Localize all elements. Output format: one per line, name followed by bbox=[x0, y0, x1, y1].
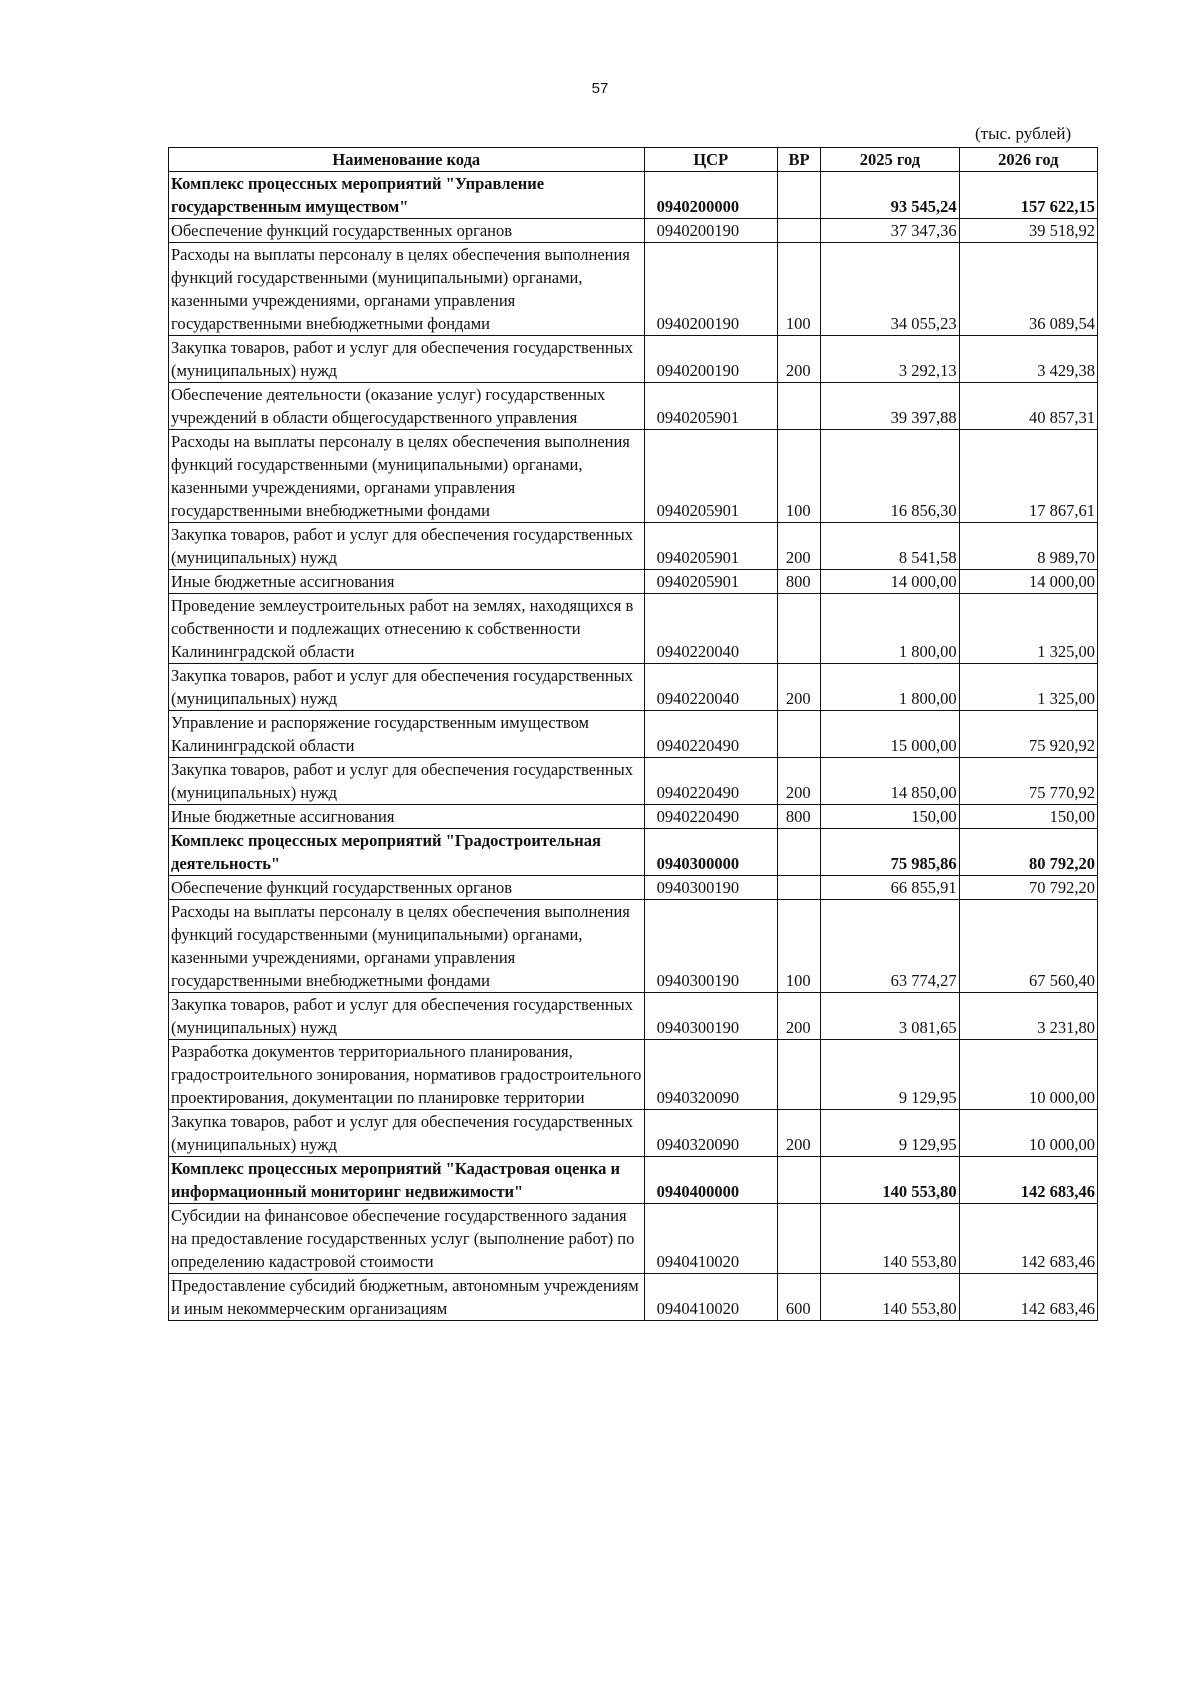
cell-2026: 39 518,92 bbox=[959, 219, 1097, 243]
cell-csr: 0940200190 bbox=[644, 243, 777, 336]
table-row bbox=[169, 570, 1098, 594]
cell-2025: 3 081,65 bbox=[821, 993, 959, 1040]
cell-2026: 10 000,00 bbox=[959, 1110, 1097, 1157]
cell-vr bbox=[777, 876, 820, 900]
cell-name: Иные бюджетные ассигнования bbox=[169, 570, 645, 594]
cell-vr bbox=[777, 594, 820, 664]
table-row bbox=[169, 243, 1098, 336]
cell-vr: 200 bbox=[777, 336, 820, 383]
cell-vr: 200 bbox=[777, 664, 820, 711]
cell-name: Обеспечение деятельности (оказание услуг) государственных учреждений в области общегосударственного управления bbox=[169, 383, 645, 430]
cell-2025: 9 129,95 bbox=[821, 1110, 959, 1157]
cell-csr: 0940410020 bbox=[644, 1204, 777, 1274]
cell-2025: 15 000,00 bbox=[821, 711, 959, 758]
cell-vr: 200 bbox=[777, 1110, 820, 1157]
cell-name: Комплекс процессных мероприятий "Градостроительная деятельность" bbox=[169, 829, 645, 876]
cell-csr: 0940410020 bbox=[644, 1274, 777, 1321]
cell-csr: 0940220040 bbox=[644, 664, 777, 711]
cell-2025: 75 985,86 bbox=[821, 829, 959, 876]
table-body bbox=[169, 172, 1098, 1321]
table-row bbox=[169, 664, 1098, 711]
cell-name: Управление и распоряжение государственным имуществом Калининградской области bbox=[169, 711, 645, 758]
cell-2025: 37 347,36 bbox=[821, 219, 959, 243]
cell-2026: 3 231,80 bbox=[959, 993, 1097, 1040]
table-row bbox=[169, 172, 1098, 219]
cell-vr: 100 bbox=[777, 900, 820, 993]
cell-2025: 63 774,27 bbox=[821, 900, 959, 993]
budget-table bbox=[168, 147, 1098, 1321]
cell-csr: 0940205901 bbox=[644, 383, 777, 430]
cell-name: Обеспечение функций государственных органов bbox=[169, 219, 645, 243]
table-row bbox=[169, 1110, 1098, 1157]
cell-2026: 75 920,92 bbox=[959, 711, 1097, 758]
cell-2025: 34 055,23 bbox=[821, 243, 959, 336]
cell-2026: 142 683,46 bbox=[959, 1274, 1097, 1321]
table-row bbox=[169, 383, 1098, 430]
cell-name: Предоставление субсидий бюджетным, автономным учреждениям и иным некоммерческим организациям bbox=[169, 1274, 645, 1321]
cell-2026: 3 429,38 bbox=[959, 336, 1097, 383]
cell-csr: 0940220490 bbox=[644, 805, 777, 829]
cell-name: Расходы на выплаты персоналу в целях обеспечения выполнения функций государственными (муниципальными) органами, казенными учреждениями, органами управления государственными внебюджетными фондами bbox=[169, 900, 645, 993]
cell-name: Обеспечение функций государственных органов bbox=[169, 876, 645, 900]
cell-name: Иные бюджетные ассигнования bbox=[169, 805, 645, 829]
cell-csr: 0940300190 bbox=[644, 993, 777, 1040]
cell-2026: 150,00 bbox=[959, 805, 1097, 829]
cell-2025: 140 553,80 bbox=[821, 1157, 959, 1204]
cell-2025: 66 855,91 bbox=[821, 876, 959, 900]
table-row bbox=[169, 336, 1098, 383]
cell-csr: 0940300190 bbox=[644, 876, 777, 900]
table-row bbox=[169, 758, 1098, 805]
cell-vr bbox=[777, 829, 820, 876]
cell-vr: 200 bbox=[777, 523, 820, 570]
cell-name: Проведение землеустроительных работ на землях, находящихся в собственности и подлежащих отнесению к собственности Калининградской области bbox=[169, 594, 645, 664]
table-row bbox=[169, 993, 1098, 1040]
table-row bbox=[169, 1157, 1098, 1204]
cell-name: Расходы на выплаты персоналу в целях обеспечения выполнения функций государственными (муниципальными) органами, казенными учреждениями, органами управления государственными внебюджетными фондами bbox=[169, 243, 645, 336]
cell-csr: 0940320090 bbox=[644, 1040, 777, 1110]
cell-name: Расходы на выплаты персоналу в целях обеспечения выполнения функций государственными (муниципальными) органами, казенными учреждениями, органами управления государственными внебюджетными фондами bbox=[169, 430, 645, 523]
table-row bbox=[169, 1274, 1098, 1321]
cell-name: Закупка товаров, работ и услуг для обеспечения государственных (муниципальных) нужд bbox=[169, 336, 645, 383]
cell-csr: 0940205901 bbox=[644, 570, 777, 594]
cell-2026: 142 683,46 bbox=[959, 1157, 1097, 1204]
cell-2026: 80 792,20 bbox=[959, 829, 1097, 876]
cell-csr: 0940200190 bbox=[644, 219, 777, 243]
table-row bbox=[169, 876, 1098, 900]
cell-2025: 16 856,30 bbox=[821, 430, 959, 523]
cell-2026: 67 560,40 bbox=[959, 900, 1097, 993]
cell-csr: 0940220490 bbox=[644, 758, 777, 805]
cell-2025: 14 000,00 bbox=[821, 570, 959, 594]
units-label: (тыс. рублей) bbox=[975, 124, 1072, 143]
table-row bbox=[169, 805, 1098, 829]
cell-csr: 0940320090 bbox=[644, 1110, 777, 1157]
table-row bbox=[169, 430, 1098, 523]
cell-csr: 0940220040 bbox=[644, 594, 777, 664]
cell-name: Разработка документов территориального планирования, градостроительного зонирования, нормативов градостроительного проектирования, документации по планировке территории bbox=[169, 1040, 645, 1110]
table-row bbox=[169, 1040, 1098, 1110]
cell-vr bbox=[777, 711, 820, 758]
table-row bbox=[169, 594, 1098, 664]
cell-csr: 0940200190 bbox=[644, 336, 777, 383]
cell-2025: 93 545,24 bbox=[821, 172, 959, 219]
table-row bbox=[169, 523, 1098, 570]
cell-2025: 9 129,95 bbox=[821, 1040, 959, 1110]
cell-vr: 800 bbox=[777, 570, 820, 594]
cell-2025: 8 541,58 bbox=[821, 523, 959, 570]
table-row bbox=[169, 900, 1098, 993]
cell-2025: 14 850,00 bbox=[821, 758, 959, 805]
cell-name: Закупка товаров, работ и услуг для обеспечения государственных (муниципальных) нужд bbox=[169, 1110, 645, 1157]
cell-2026: 157 622,15 bbox=[959, 172, 1097, 219]
cell-name: Комплекс процессных мероприятий "Управление государственным имуществом" bbox=[169, 172, 645, 219]
cell-csr: 0940400000 bbox=[644, 1157, 777, 1204]
header-2026: 2026 год bbox=[959, 148, 1097, 172]
header-2025: 2025 год bbox=[821, 148, 959, 172]
cell-2026: 1 325,00 bbox=[959, 594, 1097, 664]
cell-csr: 0940205901 bbox=[644, 523, 777, 570]
cell-vr: 100 bbox=[777, 430, 820, 523]
cell-name: Закупка товаров, работ и услуг для обеспечения государственных (муниципальных) нужд bbox=[169, 664, 645, 711]
cell-2026: 70 792,20 bbox=[959, 876, 1097, 900]
table-header-row bbox=[169, 148, 1098, 172]
cell-name: Субсидии на финансовое обеспечение государственного задания на предоставление государственных услуг (выполнение работ) по определению кадастровой стоимости bbox=[169, 1204, 645, 1274]
cell-csr: 0940300190 bbox=[644, 900, 777, 993]
cell-vr bbox=[777, 1157, 820, 1204]
cell-vr bbox=[777, 219, 820, 243]
cell-2025: 150,00 bbox=[821, 805, 959, 829]
cell-csr: 0940220490 bbox=[644, 711, 777, 758]
cell-csr: 0940200000 bbox=[644, 172, 777, 219]
cell-2026: 1 325,00 bbox=[959, 664, 1097, 711]
header-vr: ВР bbox=[777, 148, 820, 172]
cell-2026: 8 989,70 bbox=[959, 523, 1097, 570]
cell-2026: 10 000,00 bbox=[959, 1040, 1097, 1110]
cell-2026: 75 770,92 bbox=[959, 758, 1097, 805]
cell-2025: 3 292,13 bbox=[821, 336, 959, 383]
header-name: Наименование кода bbox=[169, 148, 645, 172]
cell-2025: 140 553,80 bbox=[821, 1204, 959, 1274]
cell-csr: 0940300000 bbox=[644, 829, 777, 876]
cell-vr: 200 bbox=[777, 758, 820, 805]
cell-2026: 14 000,00 bbox=[959, 570, 1097, 594]
page-number: 57 bbox=[591, 80, 609, 97]
cell-2025: 1 800,00 bbox=[821, 664, 959, 711]
cell-name: Закупка товаров, работ и услуг для обеспечения государственных (муниципальных) нужд bbox=[169, 523, 645, 570]
cell-vr: 600 bbox=[777, 1274, 820, 1321]
cell-2025: 39 397,88 bbox=[821, 383, 959, 430]
table-row bbox=[169, 219, 1098, 243]
cell-vr: 200 bbox=[777, 993, 820, 1040]
cell-csr: 0940205901 bbox=[644, 430, 777, 523]
table-row bbox=[169, 1204, 1098, 1274]
cell-vr bbox=[777, 1204, 820, 1274]
cell-2025: 1 800,00 bbox=[821, 594, 959, 664]
cell-2026: 40 857,31 bbox=[959, 383, 1097, 430]
cell-name: Закупка товаров, работ и услуг для обеспечения государственных (муниципальных) нужд bbox=[169, 993, 645, 1040]
cell-2026: 142 683,46 bbox=[959, 1204, 1097, 1274]
header-csr: ЦСР bbox=[644, 148, 777, 172]
cell-vr: 800 bbox=[777, 805, 820, 829]
cell-2025: 140 553,80 bbox=[821, 1274, 959, 1321]
table-row bbox=[169, 711, 1098, 758]
cell-vr bbox=[777, 172, 820, 219]
cell-vr: 100 bbox=[777, 243, 820, 336]
table-row bbox=[169, 829, 1098, 876]
cell-2026: 36 089,54 bbox=[959, 243, 1097, 336]
cell-2026: 17 867,61 bbox=[959, 430, 1097, 523]
cell-vr bbox=[777, 1040, 820, 1110]
cell-name: Закупка товаров, работ и услуг для обеспечения государственных (муниципальных) нужд bbox=[169, 758, 645, 805]
cell-vr bbox=[777, 383, 820, 430]
cell-name: Комплекс процессных мероприятий "Кадастровая оценка и информационный мониторинг недвижимости" bbox=[169, 1157, 645, 1204]
